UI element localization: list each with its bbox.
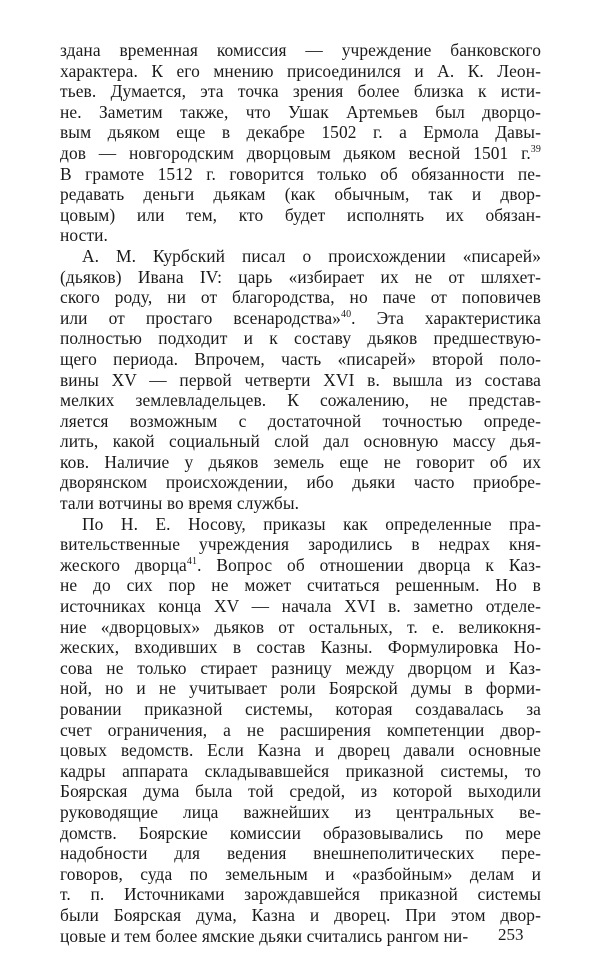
text-line (60, 905, 541, 926)
line-text: ровании приказной системы, которая создавалась за (60, 699, 541, 719)
line-text: руководящие лица важнейших из центральных ве- (60, 801, 541, 822)
line-text: редавать деньги дьякам (как обычным, так и двор- (60, 184, 541, 205)
text-line (60, 267, 541, 288)
text-line (60, 143, 541, 164)
footnote-marker: 41 (186, 555, 198, 567)
text-line (60, 864, 541, 885)
text-line (60, 658, 541, 679)
line-text: (дьяков) Ивана IV: царь «избирает их не от шляхет- (60, 266, 541, 287)
line-text: ности. (60, 225, 109, 246)
line-text: жеских, входивших в состав Казны. Формулировка Но- (60, 637, 541, 658)
line-text: ной, но и не учитывает роли Боярской думы в форми- (60, 678, 541, 699)
line-text: говоров, суда по земельным и «разбойным» делам и (60, 863, 541, 884)
text-line (60, 246, 541, 267)
footnote-marker: 39 (530, 143, 541, 155)
text-line (60, 781, 541, 802)
line-text: полностью подходит и к составу дьяков предшествую- (60, 328, 541, 349)
line-text: сова не только стирает разницу между дворцом и Каз- (60, 657, 541, 678)
line-text: щего периода. Впрочем, часть «писарей» второй поло- (60, 348, 541, 369)
text-line (60, 225, 541, 246)
line-text: цовые и тем более ямские дьяки считались рангом ни- (60, 925, 469, 946)
line-text: вины XV — первой четверти XVI в. вышла из состава (60, 369, 541, 390)
text-line (60, 823, 541, 844)
line-text: жеского дворца (60, 554, 187, 575)
text-line (60, 287, 541, 308)
text-line (60, 720, 541, 741)
text-line (60, 452, 541, 473)
line-text: ского роду, ни от благородства, но паче от поповичев (60, 287, 541, 308)
text-line (60, 678, 541, 699)
text-line (60, 617, 541, 638)
text-line (60, 926, 541, 947)
text-line (60, 637, 541, 658)
text-line (60, 596, 541, 617)
line-text: В грамоте 1512 г. говорится только об обязанности пе- (60, 163, 541, 184)
line-text-tail: . Вопрос об отношении дворца к Каз- (197, 554, 541, 575)
paragraph-2 (60, 246, 541, 514)
text-line (60, 493, 541, 514)
body-text (60, 40, 541, 946)
line-text-tail: . Эта характеристика (351, 307, 541, 328)
text-line (60, 349, 541, 370)
line-text: вым дьяком еще в декабре 1502 г. а Ермола Давы- (60, 122, 541, 143)
line-text: По Н. Е. Носову, приказы как определенные пра- (82, 513, 541, 534)
text-line (60, 328, 541, 349)
text-line (60, 431, 541, 452)
line-text: дворянском происхождении, ибо дьяки часто приобре- (60, 472, 541, 493)
text-line (60, 761, 541, 782)
line-text: домств. Боярские комиссии образовывались по мере (60, 822, 541, 843)
text-line (60, 884, 541, 905)
line-text: кадры аппарата складывавшейся приказной системы, то (60, 760, 541, 781)
text-line (60, 699, 541, 720)
line-text: не. Заметим также, что Ушак Артемьев был дворцо- (60, 101, 541, 122)
text-line (60, 411, 541, 432)
text-line (60, 164, 541, 185)
text-line (60, 843, 541, 864)
line-text: цовым) или тем, кто будет исполнять их обязан- (60, 204, 541, 225)
line-text: здана временная комиссия — учреждение банковского (60, 40, 541, 60)
page-number: 253 (498, 925, 524, 944)
line-text: счет ограничения, а не расширения компетенции двор- (60, 719, 541, 740)
text-line (60, 740, 541, 761)
line-text: ков. Наличие у дьяков земель еще не говорит об их (60, 451, 541, 472)
line-text: надобности для ведения внешнеполитических пере- (60, 843, 541, 864)
text-line (60, 514, 541, 535)
line-text: А. М. Курбский писал о происхождении «писарей» (82, 245, 541, 266)
line-text: не до сих пор не может считаться решенным. Но в (60, 575, 541, 596)
paragraph-1 (60, 40, 541, 246)
text-line (60, 184, 541, 205)
text-line (60, 390, 541, 411)
line-text: ляется возможным с достаточной точностью опреде- (60, 410, 541, 431)
line-text: характера. К его мнению присоединился и А. К. Леон- (60, 60, 541, 81)
line-text: цовых ведомств. Если Казна и дворец давали основные (60, 740, 541, 761)
line-text: или от простаго всенародства» (60, 307, 341, 328)
text-line (60, 472, 541, 493)
line-text: тали вотчины во время службы. (60, 493, 300, 514)
text-line (60, 802, 541, 823)
line-text: были Боярская дума, Казна и дворец. При этом двор- (60, 904, 541, 925)
paragraph-3 (60, 514, 541, 946)
text-line (60, 81, 541, 102)
text-line (60, 122, 541, 143)
line-text: лить, какой социальный слой дал основную массу дья- (60, 431, 541, 452)
line-text: дов — новгородским дворцовым дьяком весной 1501 г. (60, 142, 531, 163)
text-line (60, 102, 541, 123)
text-line (60, 370, 541, 391)
line-text: вительственные учреждения зародились в недрах кня- (60, 534, 541, 555)
text-line (60, 555, 541, 576)
line-text: т. п. Источниками зарождавшейся приказной системы (60, 884, 541, 905)
text-line (60, 575, 541, 596)
line-text: мелких землевладельцев. К сожалению, не представ- (60, 390, 541, 411)
text-line (60, 534, 541, 555)
line-text: тьев. Думается, эта точка зрения более близка к исти- (60, 81, 541, 102)
line-text: Боярская дума была той средой, из которой выходили (60, 781, 541, 802)
text-line (60, 205, 541, 226)
line-text: источниках конца XV — начала XVI в. заметно отделе- (60, 596, 541, 617)
footnote-marker: 40 (340, 308, 352, 320)
line-text: ние «дворцовых» дьяков от остальных, т. е. великокня- (60, 616, 541, 637)
text-line (60, 308, 541, 329)
text-line (60, 40, 541, 61)
text-line (60, 61, 541, 82)
